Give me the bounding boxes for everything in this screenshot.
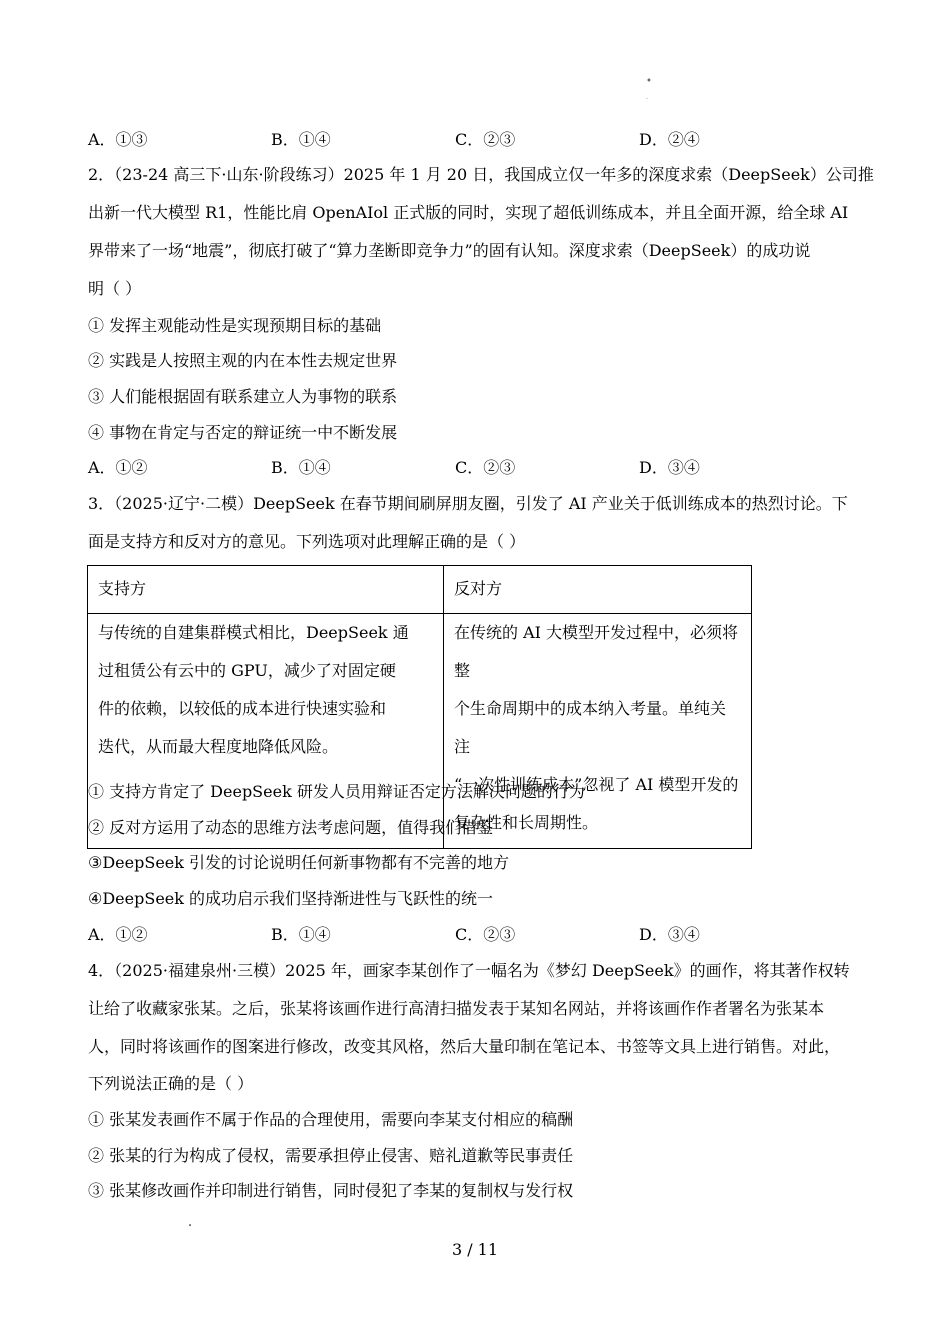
question-3-stem-line: 面是支持方和反对方的意见。下列选项对此理解正确的是（ ） [88,532,526,551]
support-opinion [88,614,444,849]
question-4-item: ③ 张某修改画作并印制进行销售，同时侵犯了李某的复制权与发行权 [88,1181,574,1200]
question-2-item: ③ 人们能根据固有联系建立人为事物的联系 [88,387,398,406]
question-3-item: ④DeepSeek 的成功启示我们坚持渐进性与飞跃性的统一 [88,889,494,908]
oppose-line: “一次性训练成本”忽视了 AI 模型开发的 [454,775,739,794]
question-4-stem-line: 4．（2025·福建泉州·三模）2025 年，画家李某创作了一幅名为《梦幻 DeepSeek》的画作，将其著作权转 [88,961,850,980]
question-2-item: ① 发挥主观能动性是实现预期目标的基础 [88,316,382,335]
oppose-line: 在传统的 AI 大模型开发过程中，必须将整 [454,623,739,680]
question-2-stem-line: 出新一代大模型 R1，性能比肩 OpenAIol 正式版的同时，实现了超低训练成本，并且全面开源，给全球 AI [88,203,849,222]
oppose-opinion [444,614,752,849]
support-line: 迭代，从而最大程度地降低风险。 [98,737,339,756]
scan-dot: • [646,76,652,87]
question-2-item: ② 实践是人按照主观的内在本性去规定世界 [88,351,398,370]
table-row [88,614,752,849]
oppose-line: 复杂性和长周期性。 [454,813,599,832]
option-a[interactable]: A．①② [88,925,148,944]
option-b[interactable]: B．①④ [271,458,331,477]
support-line: 过租赁公有云中的 GPU，减少了对固定硬 [98,661,396,680]
support-line: 与传统的自建集群模式相比，DeepSeek 通 [98,623,409,642]
option-b[interactable]: B．①④ [271,925,331,944]
question-2-item: ④ 事物在肯定与否定的辩证统一中不断发展 [88,423,398,442]
question-3-item: ③DeepSeek 引发的讨论说明任何新事物都有不完善的地方 [88,853,510,872]
option-d[interactable]: D．③④ [639,925,700,944]
question-4-stem-line: 下列说法正确的是（ ） [88,1074,254,1093]
question-4-item: ① 张某发表画作不属于作品的合理使用，需要向李某支付相应的稿酬 [88,1110,574,1129]
table-header-row [88,566,752,614]
option-c[interactable]: C．②③ [455,458,516,477]
page-number: 3 / 11 [451,1240,499,1259]
option-b[interactable]: B．①④ [271,130,331,149]
question-4-stem-line: 让给了收藏家张某。之后，张某将该画作进行高清扫描发表于某知名网站，并将该画作作者署名为张某本 [88,999,825,1018]
question-4-stem-line: 人，同时将该画作的图案进行修改，改变其风格，然后大量印制在笔记本、书签等文具上进行销售。对此， [88,1037,841,1056]
option-a[interactable]: A．①③ [88,130,148,149]
scan-dot: · [646,96,648,103]
option-c[interactable]: C．②③ [455,925,516,944]
support-line: 件的依赖，以较低的成本进行快速实验和 [98,699,387,718]
question-2-stem-line: 2．（23-24 高三下·山东·阶段练习）2025 年 1 月 20 日，我国成立仅一年多的深度求索（DeepSeek）公司推 [88,165,874,184]
option-a[interactable]: A．①② [88,458,148,477]
question-3-stem-line: 3．（2025·辽宁·二模）DeepSeek 在春节期间刷屏朋友圈，引发了 AI 产业关于低训练成本的热烈讨论。下 [88,494,848,513]
question-2-stem-line: 明（ ） [88,279,142,298]
question-4-item: ② 张某的行为构成了侵权，需要承担停止侵害、赔礼道歉等民事责任 [88,1146,574,1165]
header-oppose: 反对方 [444,566,752,614]
scan-dot: • [188,1222,193,1230]
option-c[interactable]: C．②③ [455,130,516,149]
opinion-table [87,565,752,849]
oppose-line: 个生命周期中的成本纳入考量。单纯关注 [454,699,727,756]
question-2-stem-line: 界带来了一场“地震”，彻底打破了“算力垄断即竞争力”的固有认知。深度求索（DeepSeek）的成功说 [88,241,811,260]
question-3-item: ② 反对方运用了动态的思维方法考虑问题，值得我们借鉴 [88,818,494,837]
header-support: 支持方 [88,566,444,614]
option-d[interactable]: D．②④ [639,130,700,149]
option-d[interactable]: D．③④ [639,458,700,477]
question-3-item: ① 支持方肯定了 DeepSeek 研发人员用辩证否定方法解决问题的行为 [88,782,585,801]
